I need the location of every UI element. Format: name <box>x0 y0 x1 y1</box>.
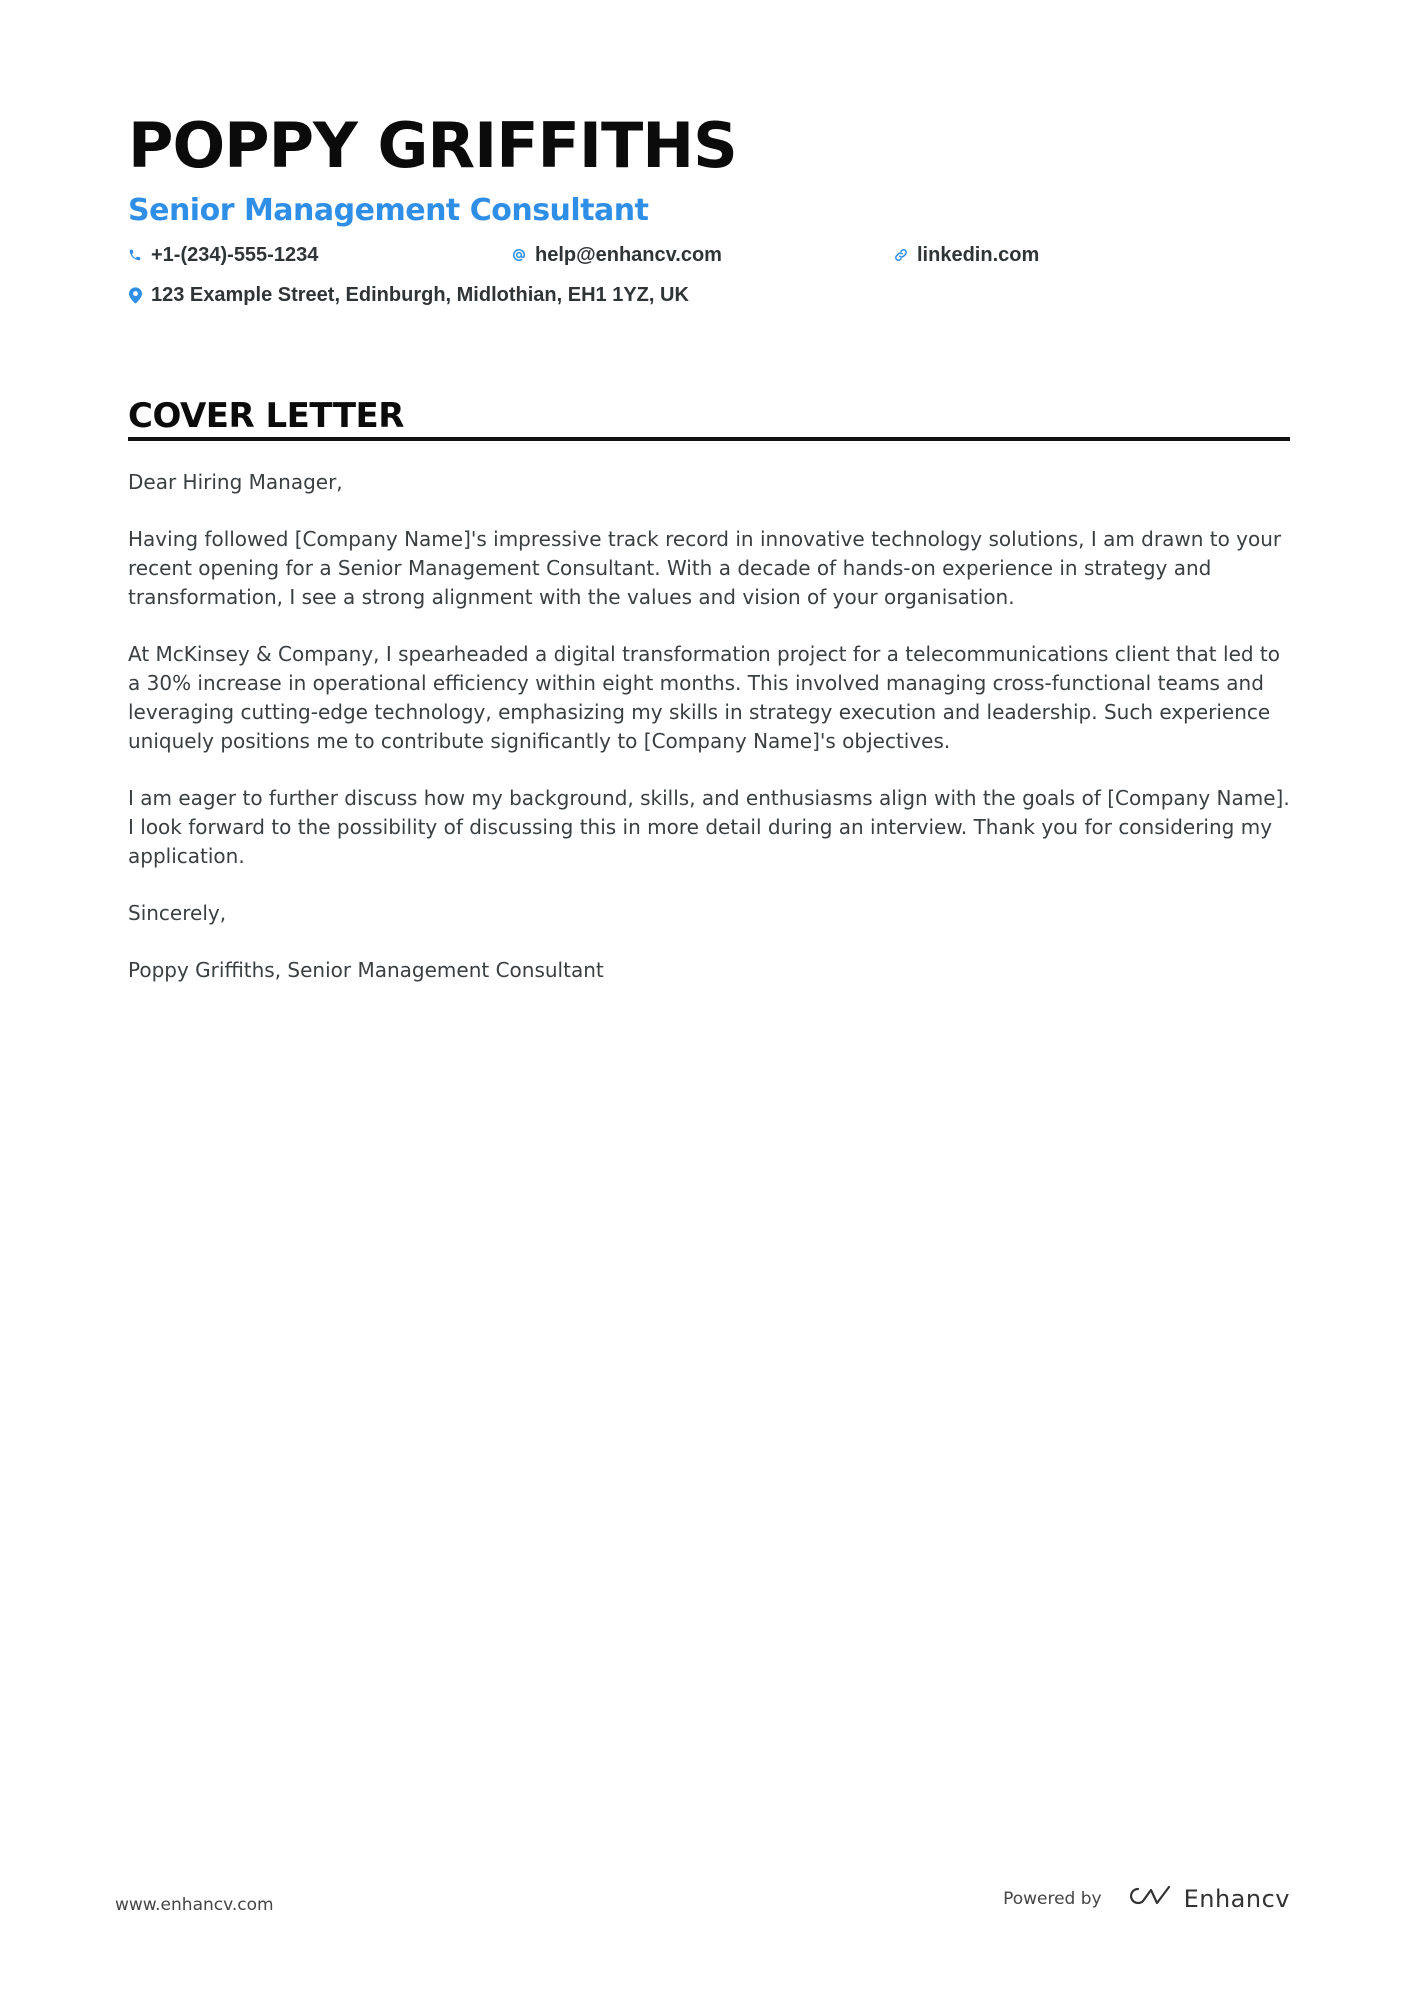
location-pin-icon <box>128 286 142 304</box>
footer-website[interactable]: www.enhancv.com <box>115 1895 274 1915</box>
email-text: help@enhancv.com <box>535 244 722 266</box>
contact-email[interactable] <box>512 241 722 269</box>
closing: Sincerely, <box>128 901 227 925</box>
phone-text: +1-(234)-555-1234 <box>151 244 319 266</box>
address-text: 123 Example Street, Edinburgh, Midlothian, EH1 1YZ, UK <box>151 284 689 306</box>
enhancv-logo-icon <box>1126 1884 1172 1914</box>
salutation: Dear Hiring Manager, <box>128 470 343 494</box>
brand <box>1126 1884 1290 1914</box>
linkedin-text: linkedin.com <box>917 244 1040 266</box>
powered-by-text: Powered by <box>1003 1889 1102 1909</box>
contact-linkedin[interactable] <box>894 241 1039 269</box>
section-title-cover-letter: COVER LETTER <box>128 396 404 436</box>
letter-body <box>128 468 1290 1013</box>
candidate-name: POPPY GRIFFITHS <box>128 109 737 182</box>
letter-paragraph: Having followed [Company Name]'s impressive track record in innovative technology solutions, I am drawn to your recent opening for a Senior Management Consultant. With a decade of hands-on experience in strategy and transformation, I see a strong alignment with the values and vision of your organisation. <box>128 527 1282 609</box>
footer-branding[interactable] <box>1003 1884 1290 1914</box>
signature: Poppy Griffiths, Senior Management Consultant <box>128 958 604 982</box>
brand-name: Enhancv <box>1183 1885 1290 1913</box>
letter-paragraph: I am eager to further discuss how my background, skills, and enthusiasms align with the goals of [Company Name]. I look forward to the possibility of discussing this in more detail during an interview. Thank you for considering my application. <box>128 786 1290 868</box>
letter-paragraph: At McKinsey & Company, I spearheaded a digital transformation project for a telecommunications client that led to a 30% increase in operational efficiency within eight months. This involved managing cross-functional teams and leveraging cutting-edge technology, emphasizing my skills in strategy execution and leadership. Such experience uniquely positions me to contribute significantly to [Company Name]'s objectives. <box>128 642 1281 753</box>
phone-icon <box>128 246 142 264</box>
section-divider <box>128 437 1290 441</box>
link-icon <box>894 246 908 264</box>
contact-phone[interactable] <box>128 241 318 269</box>
contact-address <box>128 281 689 309</box>
at-icon <box>512 246 526 264</box>
candidate-title: Senior Management Consultant <box>128 193 649 228</box>
